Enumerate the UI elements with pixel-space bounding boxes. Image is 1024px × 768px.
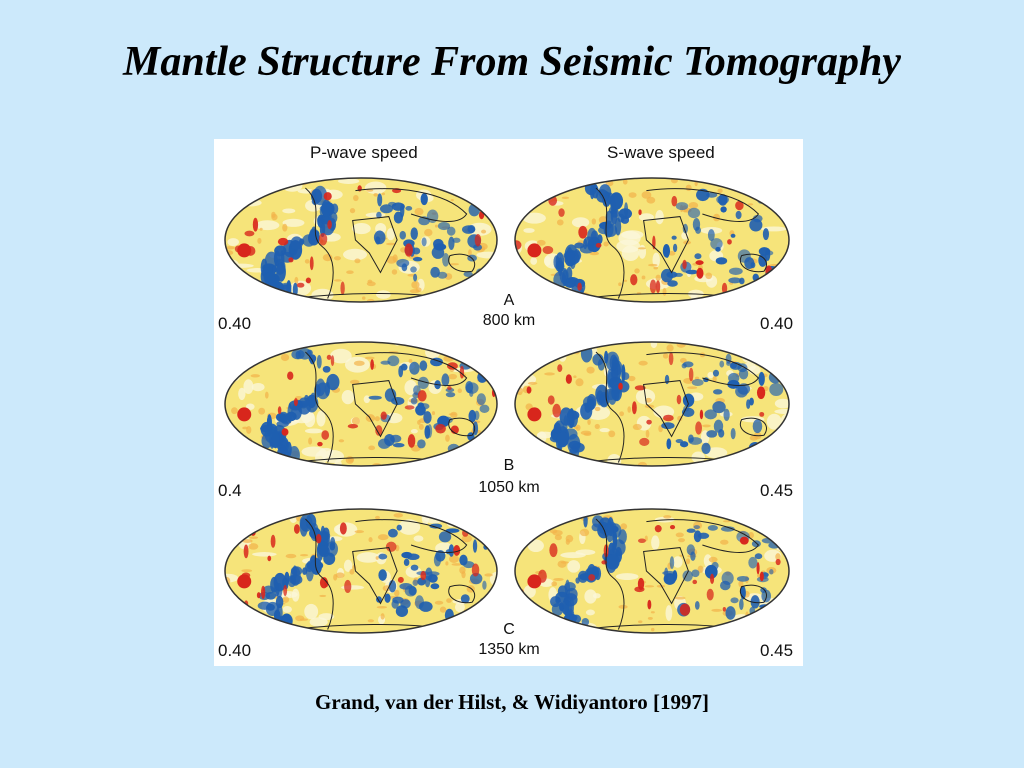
tomography-field [512, 175, 792, 305]
map-p-wave-b [222, 339, 500, 469]
s-scale-b: 0.45 [760, 481, 794, 500]
p-scale-b: 0.4 [218, 481, 242, 500]
p-scale-c: 0.40 [218, 641, 252, 660]
map-s-wave-a [512, 175, 792, 305]
s-wave-header: S-wave speed [607, 143, 715, 162]
map-s-wave-c [512, 506, 792, 636]
p-scale-a: 0.40 [218, 314, 252, 333]
s-scale-c: 0.45 [760, 641, 794, 660]
citation: Grand, van der Hilst, & Widiyantoro [1997] [315, 690, 709, 714]
row-letter-c: C [503, 621, 515, 638]
tomography-field [512, 339, 792, 469]
row-letter-b: B [503, 457, 515, 474]
depth-label-a: 800 km [482, 312, 536, 329]
tomography-field [222, 506, 500, 635]
tomography-field [512, 506, 792, 636]
p-wave-header: P-wave speed [310, 143, 418, 162]
map-s-wave-b [512, 339, 792, 469]
tomography-field [222, 175, 500, 305]
map-p-wave-a [222, 175, 500, 305]
slide-title: Mantle Structure From Seismic Tomography [123, 39, 901, 85]
map-p-wave-c [222, 506, 500, 636]
row-letter-a: A [503, 292, 515, 309]
depth-label-c: 1350 km [478, 641, 540, 658]
tomography-field [222, 339, 499, 469]
depth-label-b: 1050 km [478, 479, 540, 496]
tomography-figure [214, 139, 803, 666]
s-scale-a: 0.40 [760, 314, 794, 333]
